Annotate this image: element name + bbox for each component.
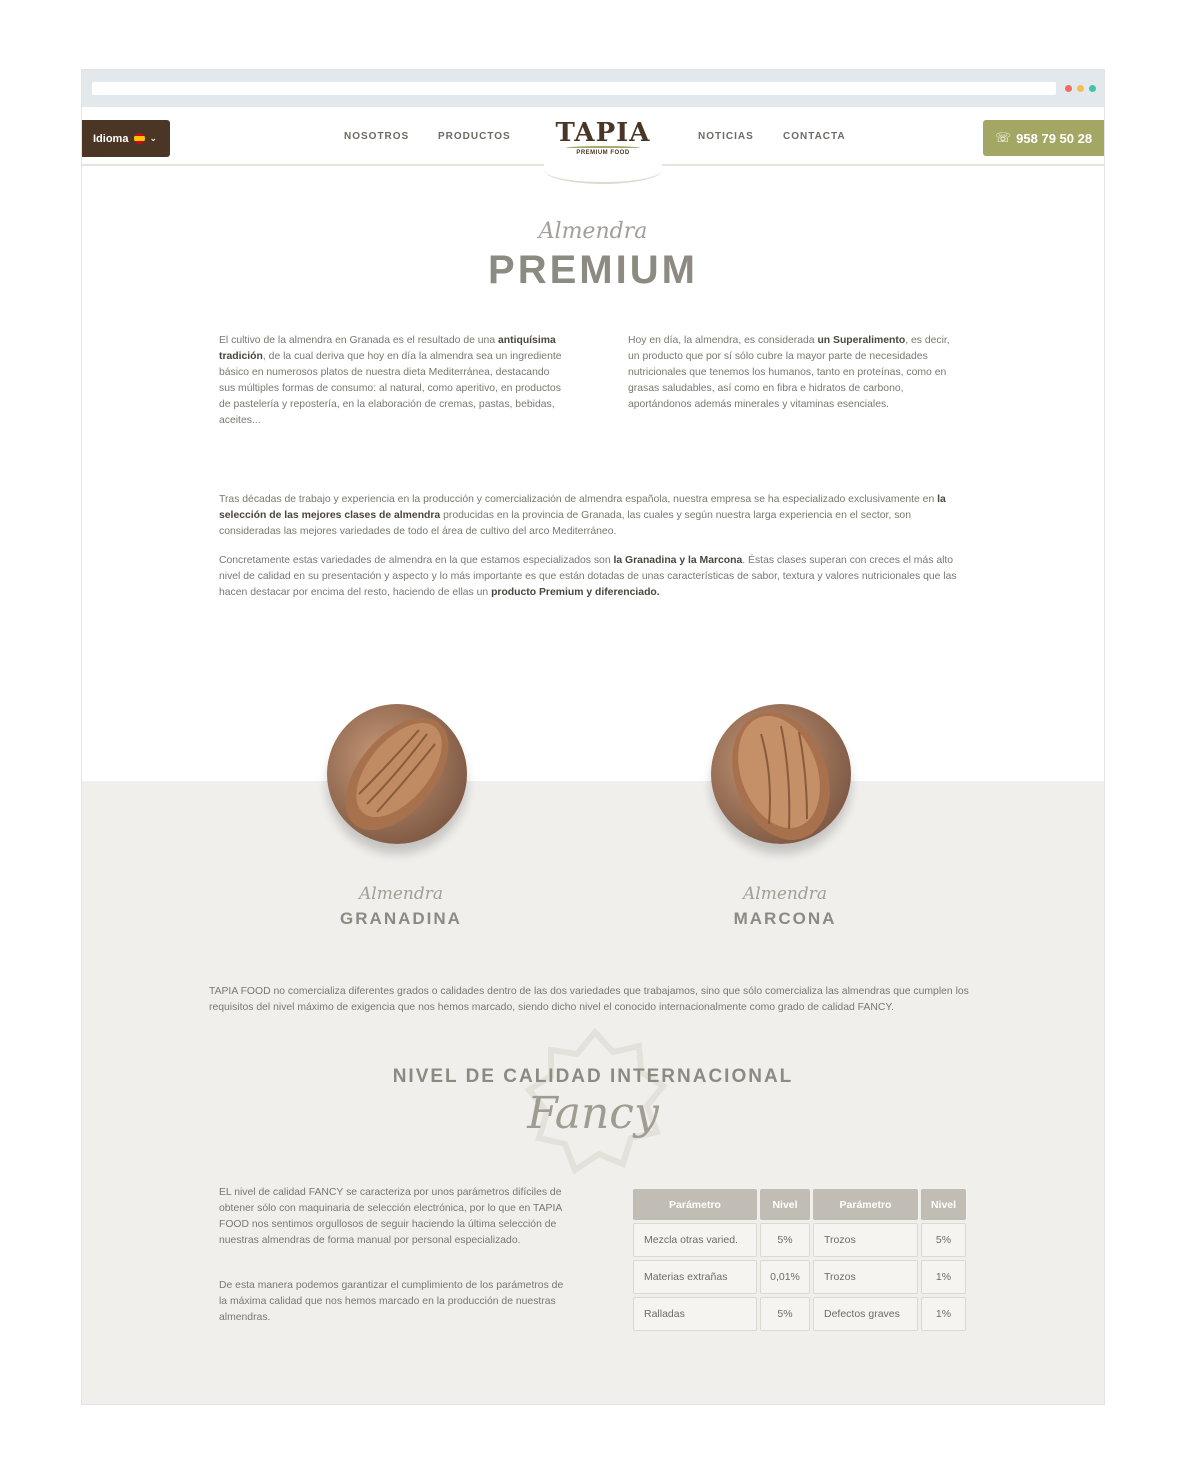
text: Hoy en día, la almendra, es considerada [628, 335, 818, 346]
language-label: Idioma [93, 132, 129, 145]
nav-nosotros[interactable]: NOSOTROS [344, 131, 410, 142]
text: . Éstas clases superan con creces el más alto nivel de calidad en su presentación y aspecto y lo más importante es que están dotadas de unas características de sabor, textura y valores nutricionales que las hacen destacar por encima del resto, haciendo de ellas un [219, 555, 957, 598]
nav-noticias[interactable]: NOTICIAS [698, 131, 754, 142]
table-row [633, 1223, 966, 1257]
table-cell: Trozos [813, 1260, 918, 1294]
nav-productos[interactable]: PRODUCTOS [438, 131, 511, 142]
maximize-dot-icon[interactable] [1089, 85, 1096, 92]
phone-button[interactable] [983, 120, 1104, 156]
nav-contacta[interactable]: CONTACTA [783, 131, 846, 142]
table-row [633, 1260, 966, 1294]
table-cell: 0,01% [760, 1260, 810, 1294]
site-header [82, 107, 1104, 166]
marcona-script: Almendra [743, 884, 827, 904]
intro-left [219, 333, 564, 429]
text: , de la cual deriva que hoy en día la almendra sea un ingrediente básico en numerosos platos de nuestra dieta Mediterránea, destacando sus múltiples formas de consumo: al natural, como aperitivo, en productos de pastelería y repostería, en la elaboración de cremas, pastas, bebidas, aceites... [219, 351, 562, 426]
text: Concretamente estas variedades de almendra en la que estamos especializados son [219, 555, 614, 566]
text-bold: la Granadina y la Marcona [613, 555, 743, 566]
body-paragraph-2 [219, 553, 964, 601]
phone-number: 958 79 50 28 [1016, 130, 1093, 146]
fancy-script: Fancy [527, 1088, 659, 1139]
quality-title: NIVEL DE CALIDAD INTERNACIONAL [392, 1066, 794, 1087]
table-cell: Mezcla otras varied. [633, 1223, 757, 1257]
logo-word: TAPIA [555, 118, 651, 148]
granadina-title: GRANADINA [340, 909, 462, 928]
chevron-down-icon: ⌄ [149, 133, 157, 143]
site-logo[interactable] [544, 107, 662, 184]
hero-script: Almendra [538, 219, 648, 244]
table-row [633, 1297, 966, 1331]
text: producidas en la provincia de Granada, las cuales y según nuestra larga experiencia en el sector, son consideradas las mejores variedades de todo el área de cultivo del arco Mediterráneo. [219, 510, 911, 537]
table-cell: Materias extrañas [633, 1260, 757, 1294]
minimize-dot-icon[interactable] [1077, 85, 1084, 92]
column-header: Parámetro [633, 1189, 757, 1220]
phone-icon: ☏ [994, 130, 1012, 145]
browser-frame [81, 69, 1105, 1405]
browser-chrome [82, 70, 1104, 107]
column-header: Nivel [921, 1189, 966, 1220]
close-dot-icon[interactable] [1065, 85, 1072, 92]
parameters-table [630, 1186, 969, 1334]
table-cell: Defectos graves [813, 1297, 918, 1331]
table-cell: 5% [760, 1223, 810, 1257]
table-cell: 1% [921, 1260, 966, 1294]
language-selector[interactable] [82, 120, 170, 157]
intro-right [628, 333, 963, 413]
quality-paragraph-2: De esta manera podemos garantizar el cumplimiento de los parámetros de la máxima calidad que nos hemos marcado en la producción de nuestras almendras. [219, 1280, 564, 1323]
text-bold: la selección de las mejores clases de almendra [219, 494, 946, 521]
address-bar[interactable] [92, 82, 1056, 95]
column-header: Parámetro [813, 1189, 918, 1220]
text: El cultivo de la almendra en Granada es el resultado de una [219, 335, 498, 346]
table-cell: 1% [921, 1297, 966, 1331]
marcona-almond-image [711, 704, 851, 844]
table-header-row [633, 1189, 966, 1220]
marcona-title: MARCONA [733, 909, 837, 928]
text: , es decir, un producto que por sí sólo cubre la mayor parte de necesidades nutricionales que tenemos los humanos, tanto en proteínas, como en grasas saludables, así como en fibra e hidratos de carbono, aportándonos además minerales y vitaminas esenciales. [628, 335, 950, 410]
page-title: PREMIUM [488, 248, 698, 292]
body-paragraph-1 [219, 492, 964, 540]
logo-subtitle: PREMIUM FOOD [576, 150, 630, 156]
column-header: Nivel [760, 1189, 810, 1220]
fancy-intro-paragraph: TAPIA FOOD no comercializa diferentes grados o calidades dentro de las dos variedades que trabajamos, sino que sólo comercializa las almendras que cumplen los requisitos del nivel máximo de exigencia que nos hemos marcado, siendo dicho nivel el conocido internacionalmente como grado de calidad FANCY. [209, 986, 969, 1013]
table-cell: 5% [921, 1223, 966, 1257]
text-bold: antiquísima tradición [219, 335, 556, 362]
text-bold: producto Premium y diferenciado. [491, 587, 660, 598]
granadina-script: Almendra [359, 884, 443, 904]
table-cell: Ralladas [633, 1297, 757, 1331]
text-bold: un Superalimento [817, 335, 906, 346]
quality-paragraph-1: EL nivel de calidad FANCY se caracteriza por unos parámetros difíciles de obtener sólo con maquinaria de selección electrónica, por lo que en TAPIA FOOD nos sentimos orgullosos de seguir haciendo la última selección de nuestras almendras de forma manual por personal especializado. [219, 1187, 562, 1246]
text: Tras décadas de trabajo y experiencia en la producción y comercialización de almendra española, nuestra empresa se ha especializado exclusivamente en [219, 494, 938, 505]
table-cell: Trozos [813, 1223, 918, 1257]
table-cell: 5% [760, 1297, 810, 1331]
granadina-almond-image [327, 704, 467, 844]
spain-flag-icon [134, 133, 145, 144]
